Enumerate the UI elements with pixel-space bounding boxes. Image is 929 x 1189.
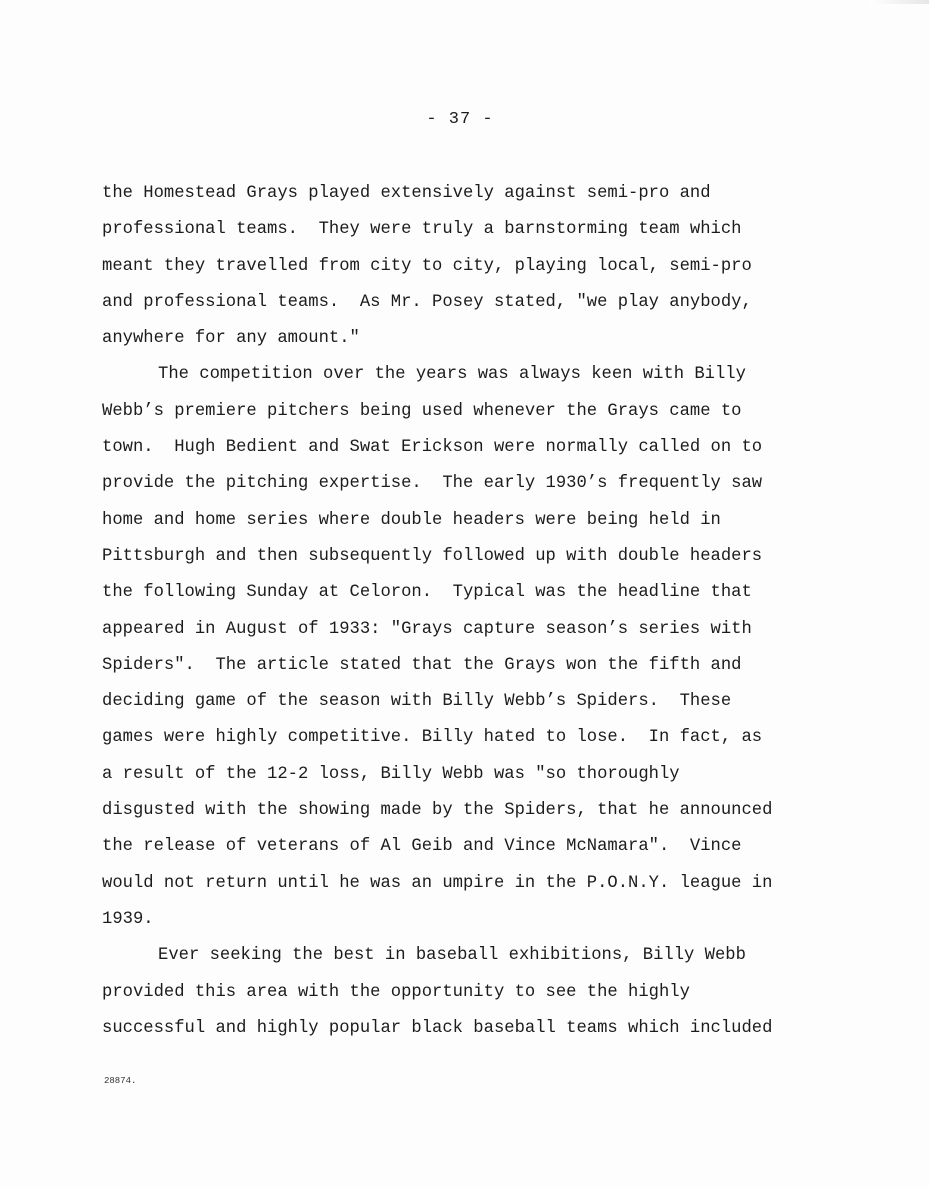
text-line: disgusted with the showing made by the Spiders, that he announced (102, 801, 773, 821)
text-line: Spiders". The article stated that the Grays won the fifth and (102, 655, 742, 675)
text-line: the Homestead Grays played extensively against semi-pro and (102, 184, 711, 203)
text-line: Webb’s premiere pitchers being used whenever the Grays came to (102, 401, 742, 421)
text-line: deciding game of the season with Billy Webb’s Spiders. These (102, 692, 732, 712)
paragraph-1 (102, 176, 832, 357)
body-text (102, 176, 832, 1047)
text-line: would not return until he was an umpire in the P.O.N.Y. league in (102, 873, 773, 893)
paragraph-3 (102, 938, 832, 1047)
text-line: games were highly competitive. Billy hated to lose. In fact, as (102, 728, 763, 748)
text-line: professional teams. They were truly a barnstorming team which (102, 220, 742, 240)
text-line: 1939. (102, 909, 154, 929)
text-line: town. Hugh Bedient and Swat Erickson were normally called on to (102, 438, 763, 458)
text-line: The competition over the years was always keen with Billy (158, 365, 746, 385)
text-line: provided this area with the opportunity to see the highly (102, 982, 690, 1002)
text-line: meant they travelled from city to city, playing local, semi-pro (102, 256, 752, 276)
text-line: anywhere for any amount." (102, 329, 360, 349)
text-line: Pittsburgh and then subsequently followed up with double headers (102, 546, 763, 566)
text-line: a result of the 12-2 loss, Billy Webb was "so thoroughly (102, 764, 680, 784)
text-line: home and home series where double headers were being held in (102, 510, 721, 530)
text-line: provide the pitching expertise. The early 1930’s frequently saw (102, 474, 763, 494)
text-line: the following Sunday at Celoron. Typical was the headline that (102, 583, 752, 603)
paragraph-2 (102, 357, 832, 938)
text-line: appeared in August of 1933: "Grays capture season’s series with (102, 619, 752, 639)
document-id-code: 28874. (104, 1076, 137, 1086)
text-line: the release of veterans of Al Geib and Vince McNamara". Vince (102, 837, 742, 857)
text-line: Ever seeking the best in baseball exhibitions, Billy Webb (158, 946, 746, 966)
text-line: and professional teams. As Mr. Posey stated, "we play anybody, (102, 292, 752, 312)
scan-edge-mark (869, 0, 929, 4)
text-line: successful and highly popular black baseball teams which included (102, 1018, 773, 1038)
page-number: - 37 - (426, 110, 494, 129)
